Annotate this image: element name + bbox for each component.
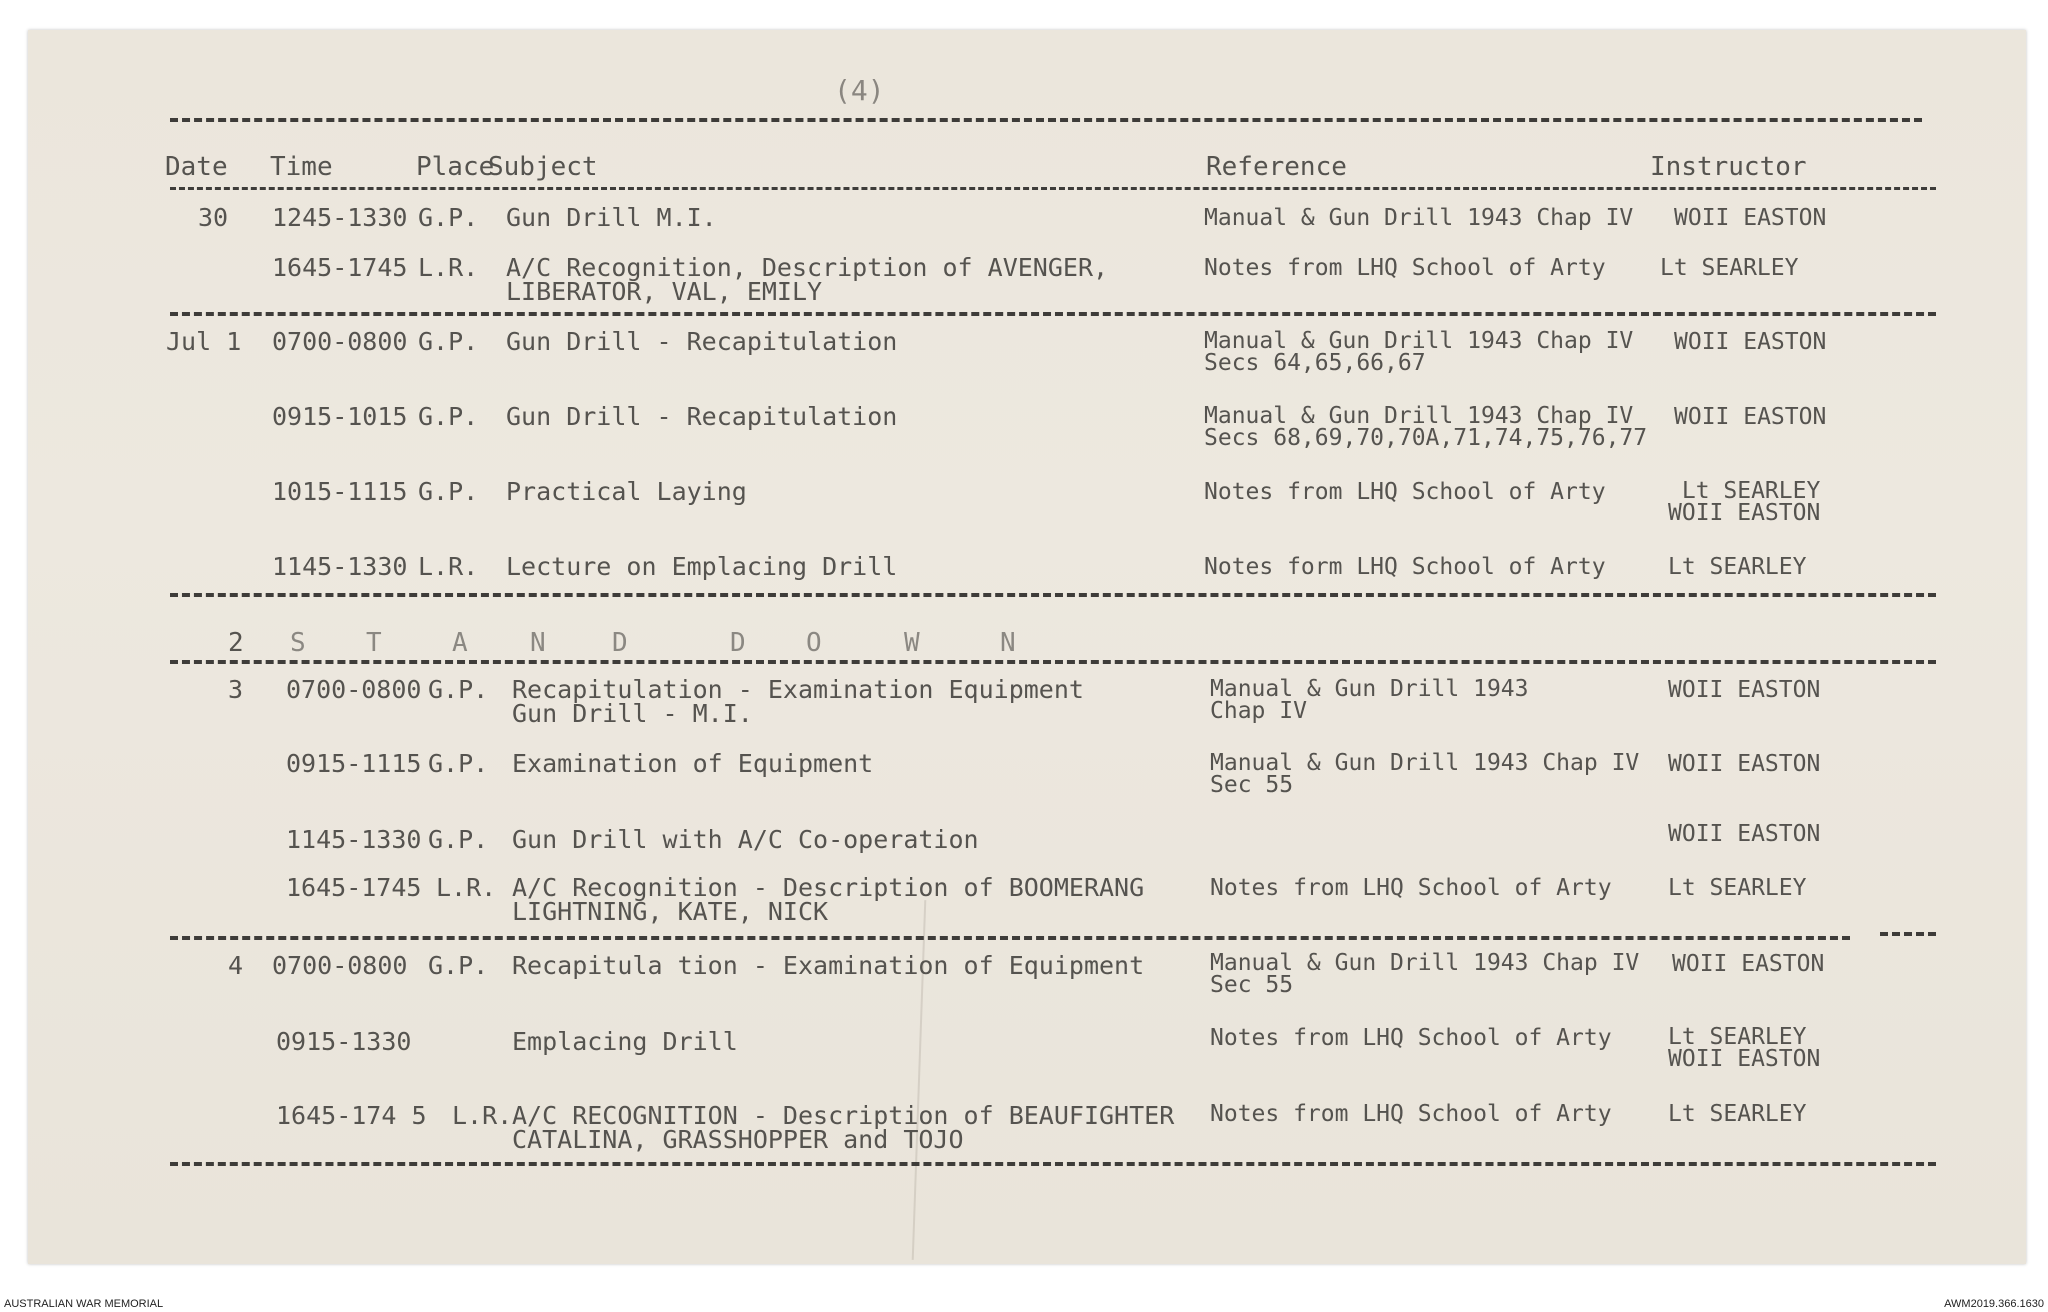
row-instructor: WOII EASTON xyxy=(1674,205,1827,231)
row-reference: Notes from LHQ School of Arty xyxy=(1210,1101,1612,1127)
row-reference: Notes from LHQ School of Arty xyxy=(1204,479,1606,505)
row-instructor: WOII EASTON xyxy=(1672,951,1825,977)
row-place: G.P. xyxy=(428,675,489,704)
row-subject: Examination of Equipment xyxy=(512,749,874,778)
row-subject: A/C RECOGNITION - Description of BEAUFIGHTER CATALINA, GRASSHOPPER and TOJO xyxy=(512,1101,1175,1154)
row-time: 0915-1330 xyxy=(276,1027,412,1056)
row-time: 1145-1330 xyxy=(272,552,408,581)
row-time: 1645-174 5 xyxy=(276,1101,427,1130)
row-subject: Lecture on Emplacing Drill xyxy=(506,552,898,581)
row-place: L.R. xyxy=(436,873,497,902)
row-reference: Manual & Gun Drill 1943 Chap IV xyxy=(1204,205,1634,231)
row-time: 0915-1015 xyxy=(272,402,408,431)
header-time: Time xyxy=(270,152,333,182)
day-divider-end xyxy=(1880,932,1936,936)
stand-down-letter: O xyxy=(806,628,822,658)
day-divider xyxy=(170,312,1936,316)
header-reference: Reference xyxy=(1206,152,1347,182)
row-reference: Notes from LHQ School of Arty xyxy=(1210,1025,1612,1051)
row-subject: Gun Drill - Recapitulation xyxy=(506,327,898,356)
row-place: G.P. xyxy=(428,951,489,980)
row-subject: Emplacing Drill xyxy=(512,1027,738,1056)
header-underline xyxy=(170,187,1936,190)
bottom-rule xyxy=(170,1162,1936,1166)
row-instructor: WOII EASTON xyxy=(1674,404,1827,430)
stand-down-date: 2 xyxy=(228,628,244,658)
row-instructor: Lt SEARLEY WOII EASTON xyxy=(1668,478,1821,526)
stand-down-letter: N xyxy=(1000,628,1016,658)
row-time: 0700-0800 xyxy=(272,327,408,356)
row-instructor: Lt SEARLEY WOII EASTON xyxy=(1668,1024,1821,1072)
row-time: 1645-1745 xyxy=(286,873,422,902)
row-date: Jul 1 xyxy=(166,327,242,356)
row-subject: A/C Recognition, Description of AVENGER, LIBERATOR, VAL, EMILY xyxy=(506,253,1109,306)
row-instructor: WOII EASTON xyxy=(1674,329,1827,355)
day-divider xyxy=(170,936,1850,940)
row-reference: Manual & Gun Drill 1943 Chap IV xyxy=(1210,676,1529,724)
row-place: G.P. xyxy=(418,203,479,232)
row-reference: Notes from LHQ School of Arty xyxy=(1204,255,1606,281)
row-time: 0700-0800 xyxy=(286,675,422,704)
row-subject: Gun Drill - Recapitulation xyxy=(506,402,898,431)
row-place: G.P. xyxy=(418,327,479,356)
row-place: G.P. xyxy=(418,402,479,431)
row-reference: Notes from LHQ School of Arty xyxy=(1210,875,1612,901)
row-instructor: WOII EASTON xyxy=(1668,751,1821,777)
row-date: 3 xyxy=(228,675,244,704)
stand-down-letter: W xyxy=(904,628,920,658)
row-reference: Manual & Gun Drill 1943 Chap IV Secs 64,65,66,67 xyxy=(1204,328,1634,376)
row-place: G.P. xyxy=(418,477,479,506)
row-subject: Recapitulation - Examination Equipment Gun Drill - M.I. xyxy=(512,675,1084,728)
day-divider xyxy=(170,593,1936,597)
stand-down-letter: A xyxy=(452,628,468,658)
row-time: 1015-1115 xyxy=(272,477,408,506)
day-divider xyxy=(170,660,1936,664)
row-place: G.P. xyxy=(428,749,489,778)
stand-down-letter: D xyxy=(730,628,746,658)
header-subject: Subject xyxy=(488,152,598,182)
row-time: 0915-1115 xyxy=(286,749,422,778)
row-place: L.R. xyxy=(418,253,479,282)
row-subject: Gun Drill M.I. xyxy=(506,203,717,232)
row-instructor: Lt SEARLEY xyxy=(1668,875,1807,901)
top-rule xyxy=(170,118,1922,122)
row-subject: Practical Laying xyxy=(506,477,747,506)
row-time: 1145-1330 xyxy=(286,825,422,854)
header-place: Place xyxy=(416,152,495,182)
header-date: Date xyxy=(165,152,228,182)
row-reference: Manual & Gun Drill 1943 Chap IV Sec 55 xyxy=(1210,750,1640,798)
row-date: 30 xyxy=(198,203,229,232)
row-time: 1645-1745 xyxy=(272,253,408,282)
row-instructor: WOII EASTON xyxy=(1668,821,1821,847)
row-instructor: WOII EASTON xyxy=(1668,677,1821,703)
row-time: 0700-0800 xyxy=(272,951,408,980)
footer-left: AUSTRALIAN WAR MEMORIAL xyxy=(4,1298,164,1310)
stand-down-letter: T xyxy=(366,628,382,658)
row-instructor: Lt SEARLEY xyxy=(1668,1101,1807,1127)
stand-down-letter: N xyxy=(530,628,546,658)
page-number: (4) xyxy=(834,74,885,107)
row-date: 4 xyxy=(228,951,244,980)
stand-down-letter: S xyxy=(290,628,306,658)
row-subject: Recapitula tion - Examination of Equipment xyxy=(512,951,1145,980)
row-reference: Notes form LHQ School of Arty xyxy=(1204,554,1606,580)
row-instructor: Lt SEARLEY xyxy=(1668,554,1807,580)
row-place: L.R. xyxy=(418,552,479,581)
row-reference: Manual & Gun Drill 1943 Chap IV Secs 68,69,70,70A,71,74,75,76,77 xyxy=(1204,403,1648,451)
row-reference: Manual & Gun Drill 1943 Chap IV Sec 55 xyxy=(1210,950,1640,998)
footer-right: AWM2019.366.1630 xyxy=(1944,1298,2044,1310)
row-subject: Gun Drill with A/C Co-operation xyxy=(512,825,979,854)
row-place: L.R. xyxy=(452,1101,513,1130)
row-time: 1245-1330 xyxy=(272,203,408,232)
stand-down-letter: D xyxy=(612,628,628,658)
row-subject: A/C Recognition - Description of BOOMERANG LIGHTNING, KATE, NICK xyxy=(512,873,1145,926)
header-instructor: Instructor xyxy=(1650,152,1807,182)
row-place: G.P. xyxy=(428,825,489,854)
row-instructor: Lt SEARLEY xyxy=(1660,255,1799,281)
